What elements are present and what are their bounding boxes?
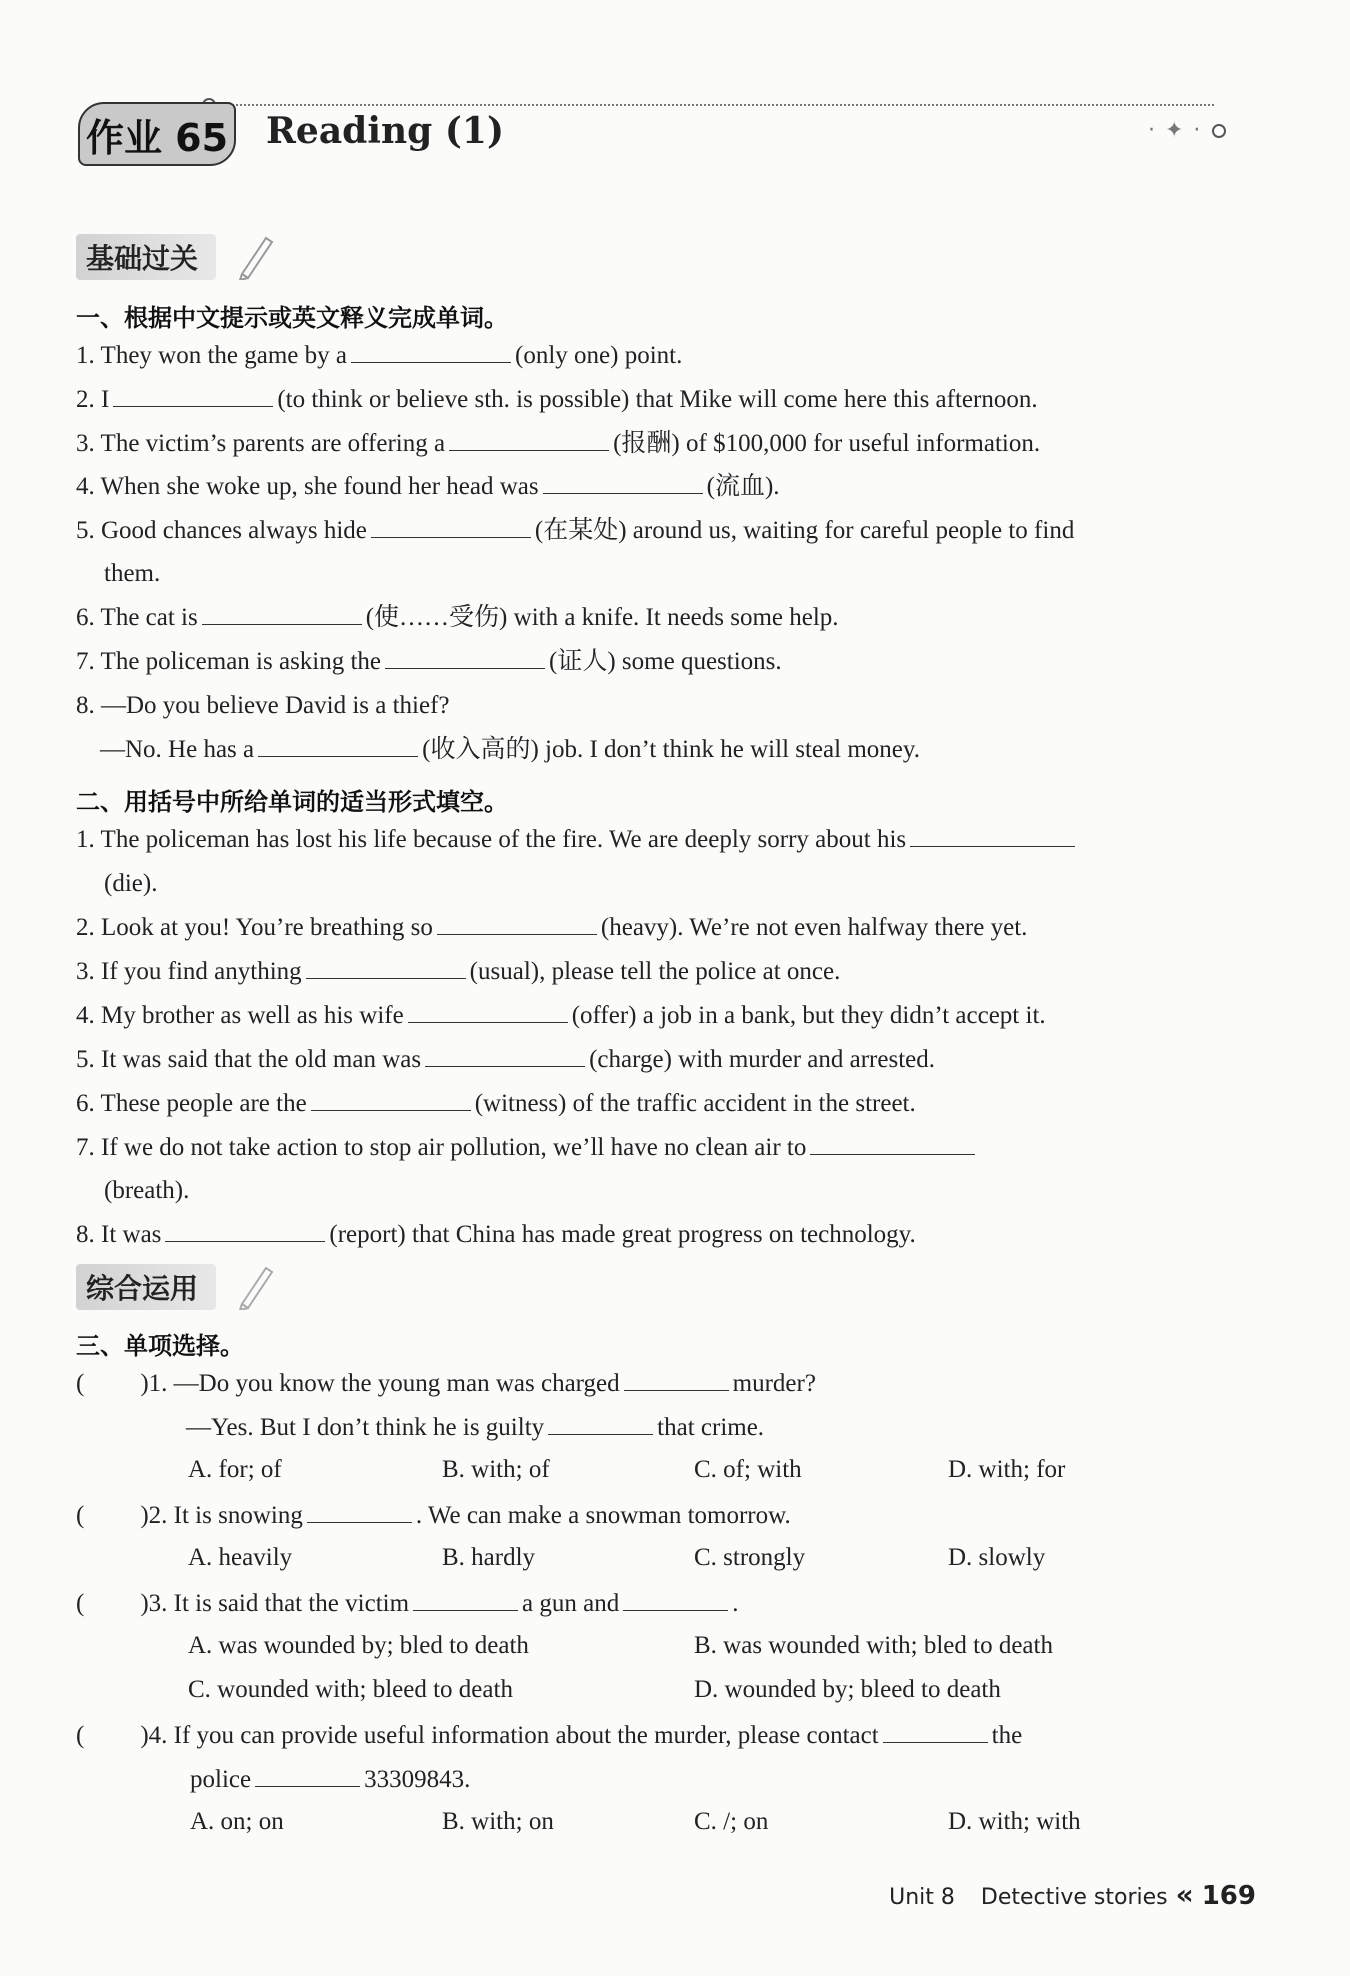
q3-option-d[interactable]: D. wounded by; bleed to death	[694, 1676, 1001, 1703]
q4-option-c[interactable]: C. /; on	[694, 1808, 769, 1835]
part1-item-4: 4. When she woke up, she found her head was (流血).	[76, 473, 780, 500]
q4-option-a[interactable]: A. on; on	[190, 1808, 284, 1835]
q2-option-a[interactable]: A. heavily	[188, 1544, 293, 1571]
q1-option-a[interactable]: A. for; of	[188, 1456, 282, 1483]
answer-blank[interactable]	[449, 428, 609, 451]
mc-question-4-line2: police 33309843.	[190, 1766, 471, 1793]
answer-blank[interactable]	[385, 646, 545, 669]
part2-item-2: 2. Look at you! You’re breathing so (heavy). We’re not even halfway there yet.	[76, 914, 1028, 941]
header-line-end-circle	[1212, 124, 1226, 138]
part1-item-5-cont: them.	[104, 560, 161, 587]
answer-blank[interactable]	[351, 340, 511, 363]
answer-blank[interactable]	[113, 384, 273, 407]
answer-blank[interactable]	[883, 1720, 988, 1743]
part2-item-7-cont: (breath).	[104, 1177, 190, 1204]
part2-heading: 二、用括号中所给单词的适当形式填空。	[76, 788, 508, 816]
unit-topic: Detective stories	[980, 1885, 1168, 1910]
part3-heading: 三、单项选择。	[76, 1332, 244, 1360]
lesson-title: Reading (1)	[266, 110, 504, 152]
part2-item-7: 7. If we do not take action to stop air pollution, we’ll have no clean air to	[76, 1132, 1236, 1164]
pencil-icon	[236, 1262, 276, 1310]
q3-option-a[interactable]: A. was wounded by; bled to death	[188, 1632, 529, 1659]
q3-option-c[interactable]: C. wounded with; bleed to death	[188, 1676, 513, 1703]
q4-option-d[interactable]: D. with; with	[948, 1808, 1081, 1835]
part2-item-1: 1. The policeman has lost his life because of the fire. We are deeply sorry about his	[76, 824, 1236, 856]
pencil-icon	[236, 232, 276, 280]
answer-blank[interactable]	[624, 1368, 729, 1391]
page-footer	[889, 1878, 1256, 1911]
part2-item-4: 4. My brother as well as his wife (offer) a job in a bank, but they didn’t accept it.	[76, 1002, 1046, 1029]
answer-blank[interactable]	[543, 471, 703, 494]
answer-blank[interactable]	[413, 1588, 518, 1611]
part2-item-3: 3. If you find anything (usual), please tell the police at once.	[76, 958, 841, 985]
q1-option-b[interactable]: B. with; of	[442, 1456, 550, 1483]
sparkle-decoration-icon: ·✦·	[1148, 118, 1211, 143]
homework-number-tab: 作业 65	[78, 102, 236, 166]
part1-item-5: 5. Good chances always hide (在某处) around us, waiting for careful people to find	[76, 517, 1075, 544]
q3-option-b[interactable]: B. was wounded with; bled to death	[694, 1632, 1053, 1659]
answer-blank[interactable]	[311, 1088, 471, 1111]
answer-blank[interactable]	[255, 1764, 360, 1787]
part1-item-8: 8. —Do you believe David is a thief?	[76, 692, 450, 719]
page-number: 169	[1201, 1881, 1256, 1911]
q1-option-c[interactable]: C. of; with	[694, 1456, 802, 1483]
q1-option-d[interactable]: D. with; for	[948, 1456, 1066, 1483]
part1-item-3: 3. The victim’s parents are offering a (报酬) of $100,000 for useful information.	[76, 430, 1041, 457]
answer-blank[interactable]	[910, 824, 1075, 847]
double-chevron-left-icon: «	[1175, 1878, 1194, 1911]
section-label-comprehensive: 综合运用	[76, 1264, 216, 1310]
header-dotted-line	[212, 104, 1214, 106]
mc-question-3: ( )3. It is said that the victim a gun and .	[76, 1590, 739, 1617]
answer-blank[interactable]	[258, 734, 418, 757]
unit-label: Unit 8	[889, 1885, 955, 1910]
mc-question-2: ( )2. It is snowing . We can make a snowman tomorrow.	[76, 1502, 791, 1529]
answer-blank[interactable]	[425, 1044, 585, 1067]
mc-question-1: ( )1. —Do you know the young man was charged murder?	[76, 1370, 816, 1397]
q2-option-d[interactable]: D. slowly	[948, 1544, 1046, 1571]
part1-heading: 一、根据中文提示或英文释义完成单词。	[76, 304, 508, 332]
answer-blank[interactable]	[548, 1412, 653, 1435]
part1-item-6: 6. The cat is (使……受伤) with a knife. It needs some help.	[76, 604, 839, 631]
mc-question-1-line2: —Yes. But I don’t think he is guilty that crime.	[186, 1414, 765, 1441]
part1-item-1: 1. They won the game by a (only one) point.	[76, 342, 683, 369]
answer-blank[interactable]	[437, 912, 597, 935]
q2-option-b[interactable]: B. hardly	[442, 1544, 536, 1571]
answer-blank[interactable]	[202, 602, 362, 625]
part2-item-6: 6. These people are the (witness) of the traffic accident in the street.	[76, 1090, 916, 1117]
part1-item-2: 2. I (to think or believe sth. is possible) that Mike will come here this afternoon.	[76, 386, 1038, 413]
part2-item-1-cont: (die).	[104, 870, 158, 897]
part2-item-8: 8. It was (report) that China has made great progress on technology.	[76, 1221, 916, 1248]
answer-blank[interactable]	[623, 1588, 728, 1611]
part1-item-7: 7. The policeman is asking the (证人) some questions.	[76, 648, 782, 675]
part2-item-5: 5. It was said that the old man was (charge) with murder and arrested.	[76, 1046, 935, 1073]
part1-item-8-answer: —No. He has a (收入高的) job. I don’t think he will steal money.	[100, 736, 920, 763]
answer-blank[interactable]	[165, 1219, 325, 1242]
answer-blank[interactable]	[306, 956, 466, 979]
answer-blank[interactable]	[408, 1000, 568, 1023]
section-label-basic: 基础过关	[76, 234, 216, 280]
answer-blank[interactable]	[307, 1500, 412, 1523]
q2-option-c[interactable]: C. strongly	[694, 1544, 806, 1571]
answer-blank[interactable]	[371, 515, 531, 538]
q4-option-b[interactable]: B. with; on	[442, 1808, 554, 1835]
mc-question-4: ( )4. If you can provide useful information about the murder, please contact the	[76, 1722, 1023, 1749]
answer-blank[interactable]	[810, 1132, 975, 1155]
